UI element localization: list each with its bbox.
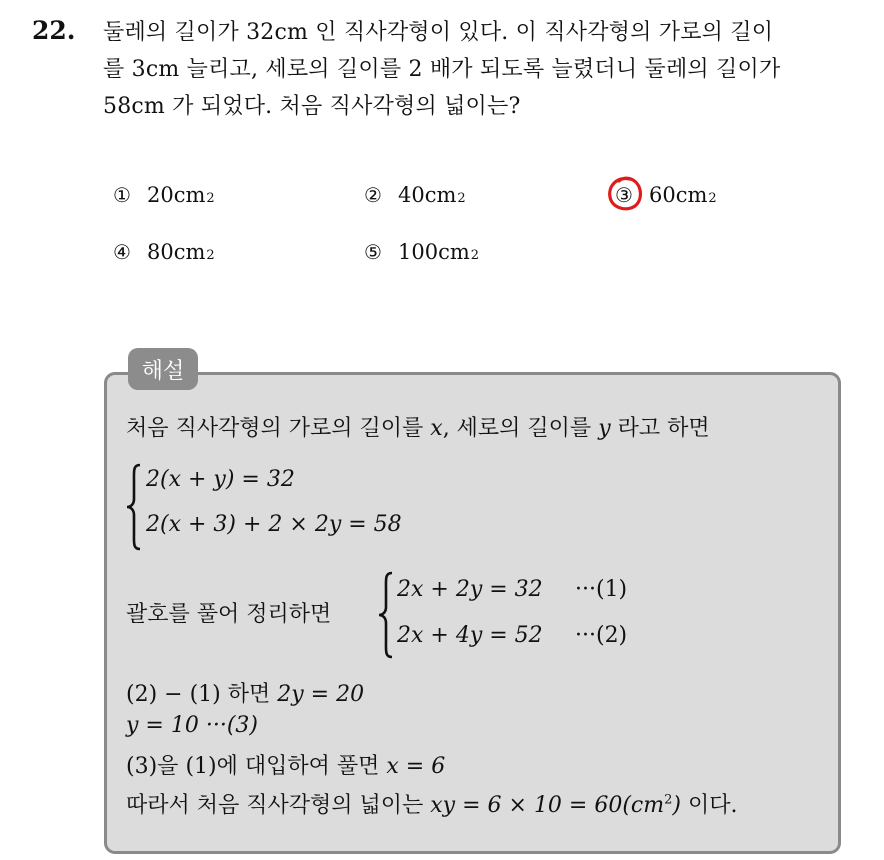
choice-value: 100cm bbox=[398, 240, 470, 264]
final-math: xy = 6 × 10 = 60(cm bbox=[430, 793, 665, 818]
final-text: 이다. bbox=[688, 793, 738, 818]
final-math: ) bbox=[672, 793, 681, 818]
step-subtract bbox=[126, 677, 364, 708]
expand-label: 괄호를 풀어 정리하면 bbox=[126, 602, 332, 627]
choice-value: 20cm bbox=[147, 183, 206, 207]
step-text: (2) − (1) bbox=[126, 682, 221, 707]
solution-tag: 해설 bbox=[128, 348, 198, 390]
step-substitute bbox=[126, 749, 445, 780]
left-brace-icon bbox=[124, 463, 144, 551]
choice-exponent: 2 bbox=[206, 191, 215, 206]
answer-circle-icon bbox=[606, 175, 644, 213]
final-exponent: 2 bbox=[664, 792, 673, 808]
choice-4[interactable] bbox=[113, 240, 215, 264]
choice-exponent: 2 bbox=[708, 191, 717, 206]
choice-5[interactable] bbox=[364, 240, 479, 264]
question-line: 58cm 가 되었다. 처음 직사각형의 넓이는? bbox=[103, 94, 521, 119]
system2-eq1: 2x + 2y = 32 bbox=[397, 577, 543, 602]
choice-1[interactable] bbox=[113, 183, 215, 207]
intro-text: , 세로의 길이를 bbox=[442, 416, 592, 441]
choice-2[interactable] bbox=[364, 183, 466, 207]
step-text: (3) bbox=[126, 754, 158, 779]
system1-eq1: 2(x + y) = 32 bbox=[146, 467, 295, 492]
choice-mark: ① bbox=[113, 183, 131, 207]
question-number: 22. bbox=[32, 16, 76, 45]
step-math: 2y = 20 bbox=[277, 682, 365, 707]
step-y-value: y = 10 ···(3) bbox=[126, 713, 258, 738]
step-text: (1) bbox=[185, 754, 217, 779]
left-brace-icon bbox=[376, 571, 396, 659]
system2-ref1: ···(1) bbox=[575, 577, 628, 602]
var-y: y bbox=[598, 416, 611, 441]
choice-exponent: 2 bbox=[206, 248, 215, 263]
step-math: x = 6 bbox=[386, 754, 446, 779]
choice-mark: ⑤ bbox=[364, 240, 382, 264]
intro-text: 라고 하면 bbox=[617, 416, 710, 441]
question-line: 둘레의 길이가 32cm 인 직사각형이 있다. 이 직사각형의 가로의 길이 bbox=[103, 20, 774, 45]
choice-mark: ④ bbox=[113, 240, 131, 264]
step-text: 하면 bbox=[227, 682, 271, 707]
var-x: x bbox=[430, 416, 443, 441]
final-text: 따라서 처음 직사각형의 넓이는 bbox=[126, 793, 424, 818]
step-text: 을 bbox=[157, 754, 179, 779]
system2-ref2: ···(2) bbox=[575, 623, 628, 648]
intro-text: 처음 직사각형의 가로의 길이를 bbox=[126, 416, 424, 441]
choice-mark: ② bbox=[364, 183, 382, 207]
choice-value: 40cm bbox=[398, 183, 457, 207]
system2-eq2: 2x + 4y = 52 bbox=[397, 623, 543, 648]
choice-value: 80cm bbox=[147, 240, 206, 264]
choice-value: 60cm bbox=[649, 183, 708, 207]
choice-exponent: 2 bbox=[457, 191, 466, 206]
step-text: 에 대입하여 풀면 bbox=[216, 754, 380, 779]
solution-intro bbox=[126, 411, 710, 442]
system1-eq2: 2(x + 3) + 2 × 2y = 58 bbox=[146, 512, 402, 537]
choice-exponent: 2 bbox=[470, 248, 480, 263]
question-line: 를 3cm 늘리고, 세로의 길이를 2 배가 되도록 늘렸더니 둘레의 길이가 bbox=[103, 57, 781, 82]
question-text bbox=[103, 14, 873, 125]
choice-mark: ③ bbox=[615, 183, 633, 207]
step-final bbox=[126, 788, 738, 819]
